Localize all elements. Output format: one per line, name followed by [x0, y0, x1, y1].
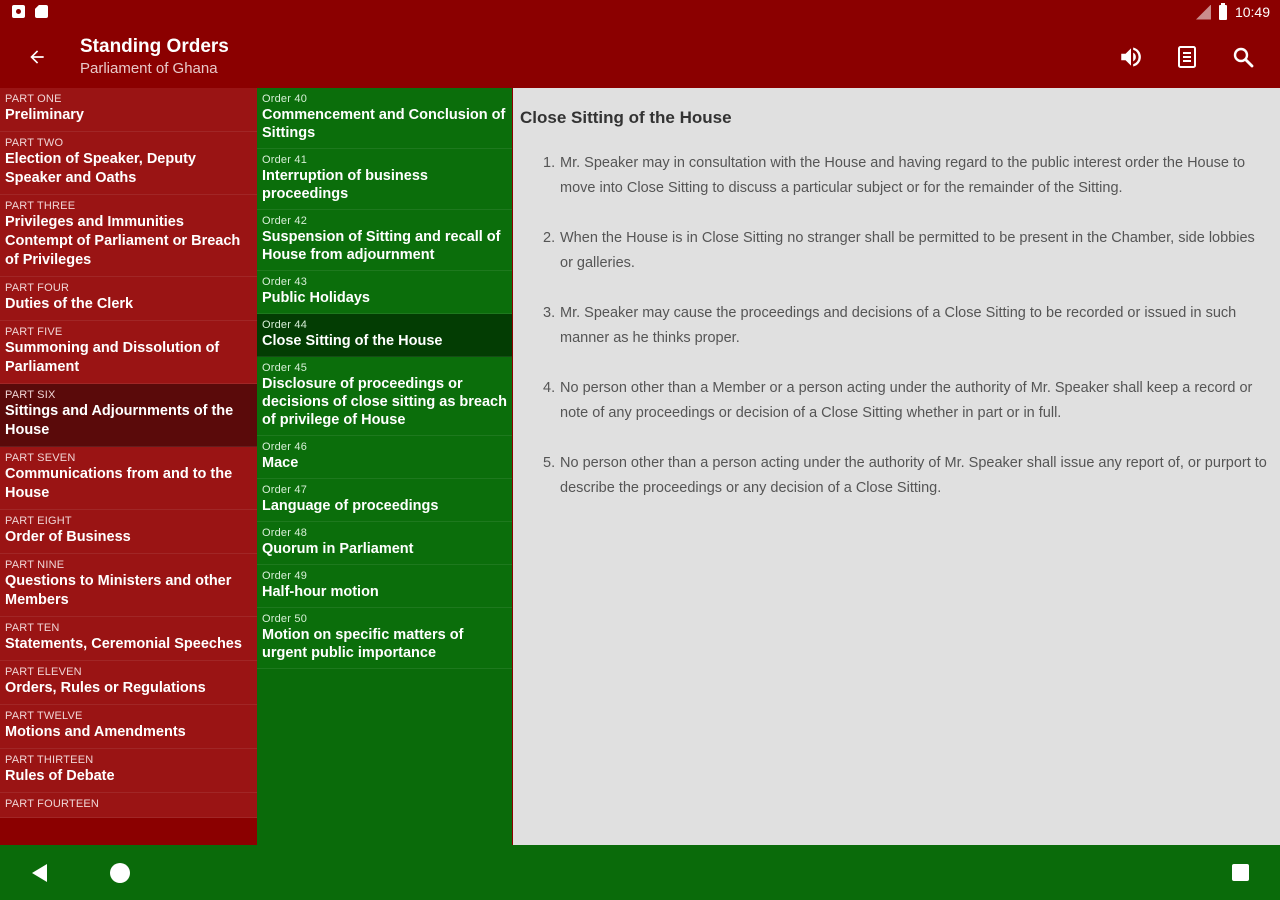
order-item[interactable]	[257, 88, 512, 149]
search-icon	[1231, 45, 1255, 69]
part-item[interactable]	[0, 617, 257, 661]
clause-number: 1.	[543, 155, 556, 171]
part-item-title: Rules of Debate	[5, 768, 115, 784]
battery-icon	[1219, 5, 1227, 20]
back-button[interactable]	[20, 40, 54, 74]
part-item-title: Statements, Ceremonial Speeches	[5, 636, 242, 652]
order-item-title: Interruption of business proceedings	[262, 168, 428, 202]
nav-recents-button[interactable]	[1230, 862, 1252, 884]
order-item[interactable]	[257, 608, 512, 669]
speak-button[interactable]	[1114, 40, 1148, 74]
order-item-number: Order 49	[262, 570, 308, 582]
clause-text: Mr. Speaker may cause the proceedings and decisions of a Close Sitting to be recorded or issued in such manner as he thinks proper.	[560, 305, 1237, 346]
part-item-number: PART EIGHT	[5, 515, 72, 527]
status-bar	[0, 0, 1280, 26]
arrow-back-icon	[27, 47, 47, 67]
orders-list	[257, 88, 512, 845]
clause-text: No person other than a Member or a person acting under the authority of Mr. Speaker shall keep a record or note of any proceedings or decision of a Close Sitting whether in part or in full.	[560, 380, 1253, 421]
clause-item	[543, 151, 1270, 201]
app-bar	[0, 26, 1280, 88]
status-time: 10:49	[1234, 4, 1270, 20]
part-item[interactable]	[0, 793, 257, 818]
order-item-title: Commencement and Conclusion of Sittings	[262, 107, 506, 141]
part-item-number: PART THIRTEEN	[5, 754, 94, 766]
part-item[interactable]	[0, 447, 257, 510]
part-item-title: Questions to Ministers and other Members	[5, 573, 232, 608]
document-icon	[1175, 45, 1199, 69]
order-item-title: Quorum in Parliament	[262, 541, 414, 557]
part-item-title: Motions and Amendments	[5, 724, 186, 740]
document-button[interactable]	[1170, 40, 1204, 74]
clause-item	[543, 451, 1270, 501]
clause-text: Mr. Speaker may in consultation with the House and having regard to the public interest order the House to move into Close Sitting to discuss a particular subject or for the remainder of the Sitting.	[560, 155, 1246, 196]
photo-notification-icon	[12, 5, 25, 18]
clause-text: No person other than a person acting under the authority of Mr. Speaker shall issue any report of, or purport to describe the proceedings or any decision of a Close Sitting.	[560, 455, 1267, 496]
order-item-number: Order 48	[262, 527, 308, 539]
part-item-number: PART ONE	[5, 93, 62, 105]
order-item-title: Close Sitting of the House	[262, 333, 443, 349]
part-item-title: Election of Speaker, Deputy Speaker and Oaths	[5, 151, 196, 186]
part-item[interactable]	[0, 554, 257, 617]
part-item[interactable]	[0, 132, 257, 195]
order-item[interactable]	[257, 210, 512, 271]
order-item-number: Order 40	[262, 93, 308, 105]
part-item[interactable]	[0, 705, 257, 749]
order-item-title: Language of proceedings	[262, 498, 439, 514]
part-item[interactable]	[0, 277, 257, 321]
part-item[interactable]	[0, 661, 257, 705]
part-item-title: Summoning and Dissolution of Parliament	[5, 340, 220, 375]
sd-card-icon	[35, 5, 48, 18]
part-item[interactable]	[0, 510, 257, 554]
order-item-title: Mace	[262, 455, 299, 471]
clause-item	[543, 301, 1270, 351]
order-item-title: Disclosure of proceedings or decisions of close sitting as breach of privilege of House	[262, 376, 507, 428]
part-item-number: PART SEVEN	[5, 452, 76, 464]
part-item[interactable]	[0, 749, 257, 793]
part-item-number: PART FIVE	[5, 326, 63, 338]
order-item-number: Order 44	[262, 319, 308, 331]
part-item-title: Privileges and Immunities Contempt of Parliament or Breach of Privileges	[5, 214, 241, 268]
order-item-number: Order 43	[262, 276, 308, 288]
part-item[interactable]	[0, 88, 257, 132]
order-item[interactable]	[257, 271, 512, 314]
part-item-number: PART TWO	[5, 137, 64, 149]
order-item-title: Suspension of Sitting and recall of House from adjournment	[262, 229, 501, 263]
order-item-number: Order 41	[262, 154, 308, 166]
volume-icon	[1118, 44, 1144, 70]
order-item[interactable]	[257, 357, 512, 436]
part-item[interactable]	[0, 195, 257, 277]
order-item[interactable]	[257, 314, 512, 357]
navigation-bar	[0, 845, 1280, 900]
order-item-number: Order 42	[262, 215, 308, 227]
search-button[interactable]	[1226, 40, 1260, 74]
part-item-number: PART NINE	[5, 559, 65, 571]
order-item-number: Order 50	[262, 613, 308, 625]
order-item-number: Order 45	[262, 362, 308, 374]
clause-item	[543, 376, 1270, 426]
part-item[interactable]	[0, 384, 257, 447]
part-item-number: PART FOUR	[5, 282, 70, 294]
nav-home-button[interactable]	[109, 862, 131, 884]
order-content	[513, 88, 1280, 845]
order-item[interactable]	[257, 149, 512, 210]
clause-number: 4.	[543, 380, 556, 396]
order-item[interactable]	[257, 565, 512, 608]
order-item[interactable]	[257, 522, 512, 565]
part-item-number: PART TEN	[5, 622, 60, 634]
parts-list	[0, 88, 257, 845]
part-item-title: Order of Business	[5, 529, 131, 545]
order-item-title: Public Holidays	[262, 290, 370, 306]
order-title: Close Sitting of the House	[520, 108, 732, 127]
part-item-number: PART TWELVE	[5, 710, 83, 722]
part-item-title: Communications from and to the House	[5, 466, 233, 501]
page-title: Standing Orders	[80, 36, 229, 57]
part-item-number: PART SIX	[5, 389, 56, 401]
part-item-title: Orders, Rules or Regulations	[5, 680, 206, 696]
order-item-number: Order 47	[262, 484, 308, 496]
clause-number: 5.	[543, 455, 556, 471]
clause-list	[543, 151, 1270, 526]
clause-item	[543, 226, 1270, 276]
part-item-number: PART FOURTEEN	[5, 798, 100, 810]
signal-icon	[1196, 5, 1211, 20]
part-item-title: Preliminary	[5, 107, 84, 123]
clause-text: When the House is in Close Sitting no stranger shall be permitted to be present in the Chamber, side lobbies or galleries.	[560, 230, 1255, 271]
order-item-title: Half-hour motion	[262, 584, 379, 600]
order-item-title: Motion on specific matters of urgent public importance	[262, 627, 464, 661]
clause-number: 2.	[543, 230, 556, 246]
clause-number: 3.	[543, 305, 556, 321]
part-item-number: PART ELEVEN	[5, 666, 82, 678]
nav-back-button[interactable]	[30, 862, 52, 884]
order-item[interactable]	[257, 436, 512, 479]
page-subtitle: Parliament of Ghana	[80, 60, 218, 77]
part-item[interactable]	[0, 321, 257, 384]
order-item[interactable]	[257, 479, 512, 522]
order-item-number: Order 46	[262, 441, 308, 453]
part-item-title: Duties of the Clerk	[5, 296, 134, 312]
part-item-number: PART THREE	[5, 200, 76, 212]
part-item-title: Sittings and Adjournments of the House	[5, 403, 234, 438]
